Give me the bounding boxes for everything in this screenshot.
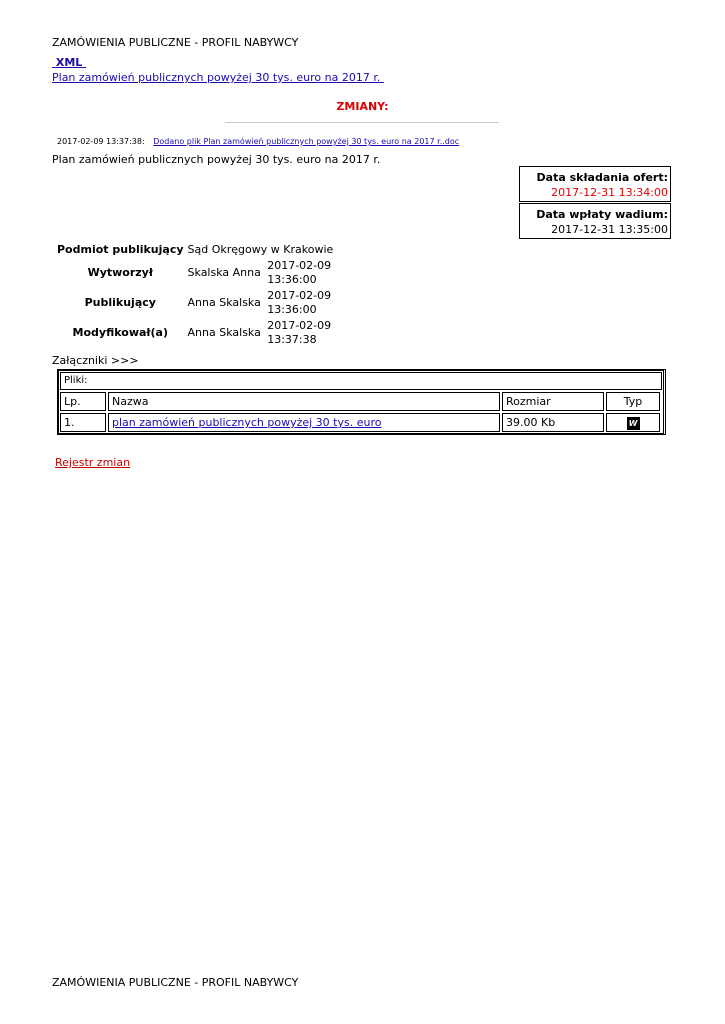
publisher-value: Sąd Okręgowy w Krakowie bbox=[187, 243, 334, 256]
file-link[interactable]: plan zamówień publicznych powyżej 30 tys. euro bbox=[112, 416, 382, 429]
deposit-date-value: 2017-12-31 13:35:00 bbox=[551, 223, 668, 236]
files-header-row bbox=[60, 392, 662, 411]
file-type-cell bbox=[606, 413, 660, 432]
divider bbox=[225, 122, 499, 123]
files-caption: Pliki: bbox=[60, 372, 662, 390]
meta-person: Anna Skalska bbox=[187, 326, 261, 339]
col-header-name: Nazwa bbox=[108, 392, 500, 411]
file-lp: 1. bbox=[60, 413, 106, 432]
meta-row bbox=[55, 318, 335, 348]
page-footer: ZAMÓWIENIA PUBLICZNE - PROFIL NABYWCY bbox=[52, 976, 299, 989]
meta-label: Publikujący bbox=[84, 296, 156, 309]
offers-date-value: 2017-12-31 13:34:00 bbox=[551, 186, 668, 199]
col-header-size: Rozmiar bbox=[502, 392, 604, 411]
publisher-label: Podmiot publikujący bbox=[57, 243, 184, 256]
word-doc-icon[interactable]: W bbox=[627, 417, 640, 430]
deposit-date-label: Data wpłaty wadium: bbox=[536, 208, 668, 221]
document-title: Plan zamówień publicznych powyżej 30 tys. euro na 2017 r. bbox=[52, 153, 381, 166]
meta-datetime: 2017-02-09 13:36:00 bbox=[267, 259, 332, 286]
plan-link[interactable]: Plan zamówień publicznych powyżej 30 tys. euro na 2017 r. bbox=[52, 71, 381, 84]
meta-row bbox=[55, 288, 335, 318]
file-name-cell bbox=[108, 413, 500, 432]
meta-person: Anna Skalska bbox=[187, 296, 261, 309]
meta-datetime: 2017-02-09 13:36:00 bbox=[267, 289, 332, 316]
offers-date-label: Data składania ofert: bbox=[536, 171, 668, 184]
table-row bbox=[60, 413, 662, 432]
col-header-type: Typ bbox=[606, 392, 660, 411]
meta-label: Modyfikował(a) bbox=[72, 326, 168, 339]
page-header: ZAMÓWIENIA PUBLICZNE - PROFIL NABYWCY bbox=[52, 36, 299, 49]
deposit-date-box bbox=[519, 203, 671, 239]
meta-datetime: 2017-02-09 13:37:38 bbox=[267, 319, 332, 346]
meta-label: Wytworzył bbox=[87, 266, 153, 279]
files-table bbox=[57, 369, 666, 435]
col-header-lp: Lp. bbox=[60, 392, 106, 411]
change-entry-link[interactable]: Dodano plik Plan zamówień publicznych powyżej 30 tys. euro na 2017 r..doc bbox=[153, 137, 460, 146]
metadata-table bbox=[55, 242, 335, 348]
meta-row bbox=[55, 258, 335, 288]
change-timestamp: 2017-02-09 13:37:38: bbox=[57, 137, 145, 146]
changes-heading: ZMIANY: bbox=[336, 100, 389, 113]
xml-link[interactable]: XML bbox=[55, 56, 83, 69]
meta-person: Skalska Anna bbox=[187, 266, 261, 279]
change-entry bbox=[57, 137, 459, 146]
change-register-link[interactable]: Rejestr zmian bbox=[55, 456, 131, 469]
offers-date-box bbox=[519, 166, 671, 202]
file-size: 39.00 Kb bbox=[502, 413, 604, 432]
publisher-row bbox=[55, 242, 335, 258]
attachments-label: Załączniki >>> bbox=[52, 354, 139, 367]
